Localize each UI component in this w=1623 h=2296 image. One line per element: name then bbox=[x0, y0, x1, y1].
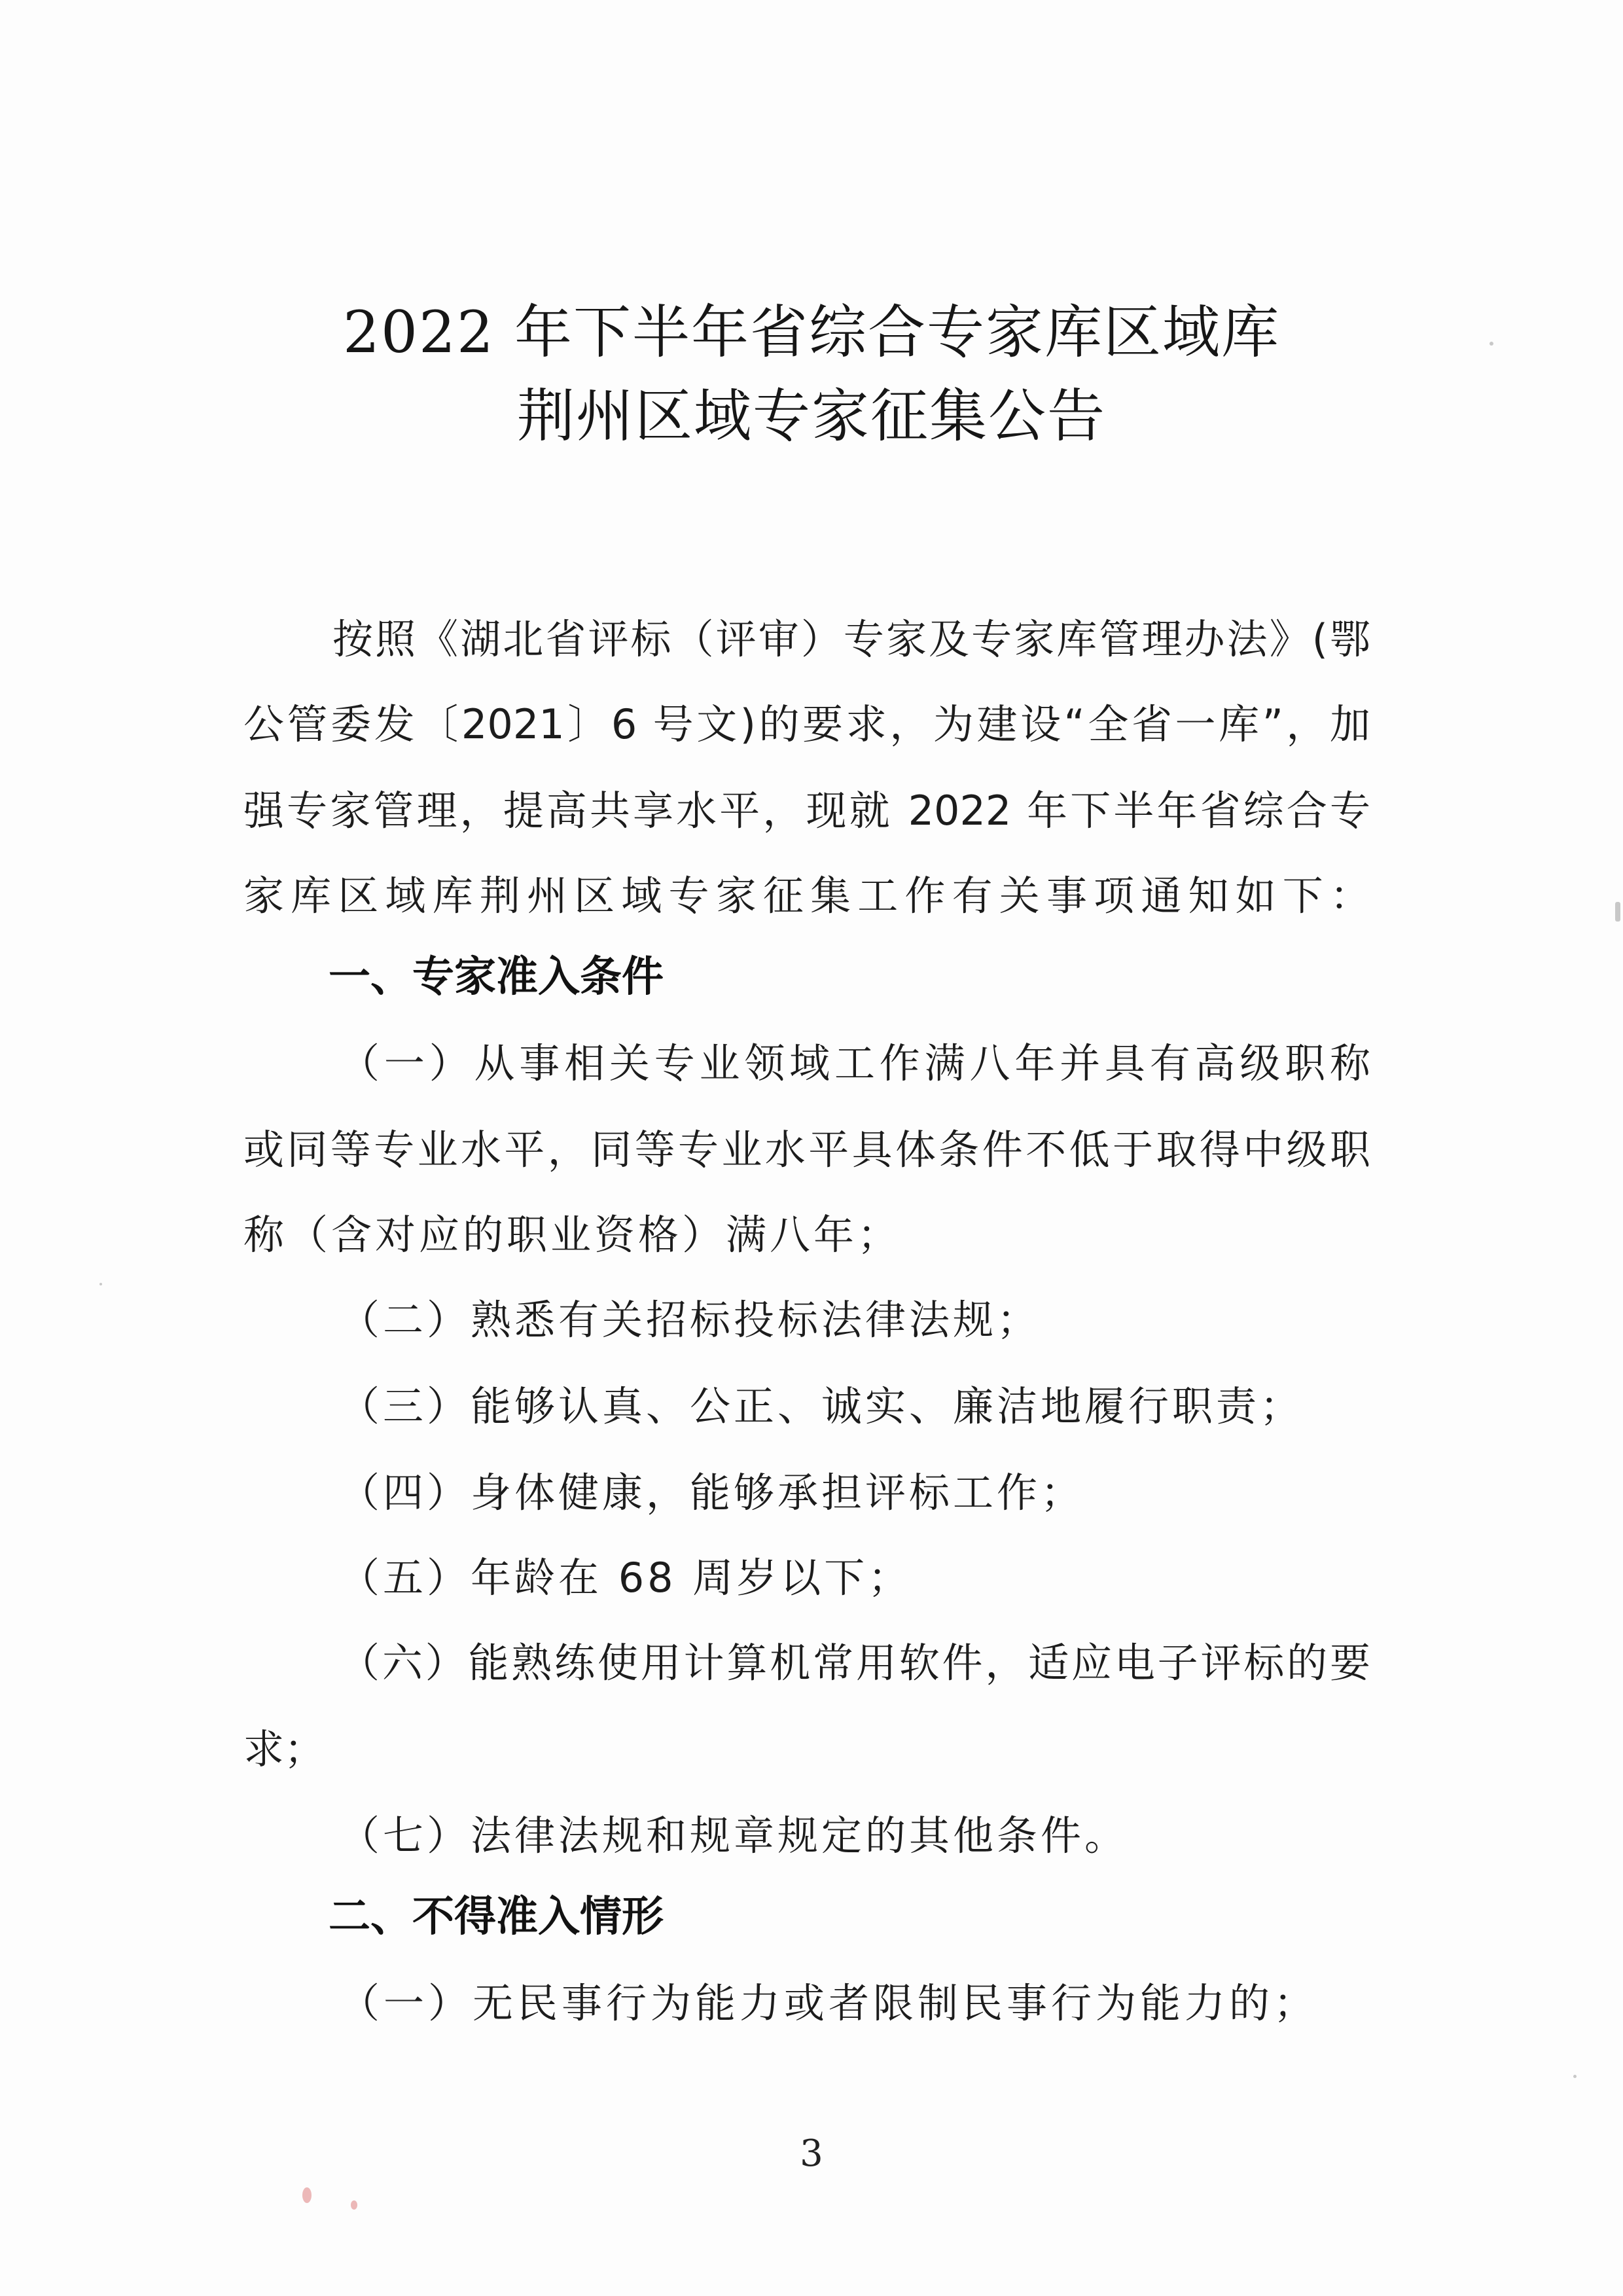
section1-item-1-line-1: （一）从事相关专业领域工作满八年并具有高级职称 bbox=[339, 1039, 1370, 1087]
scan-speck bbox=[1615, 902, 1620, 922]
scan-speck bbox=[99, 1283, 102, 1285]
scan-red-mark bbox=[302, 2187, 312, 2203]
section-heading-2: 二、不得准入情形 bbox=[329, 1893, 664, 1941]
section-heading-1: 一、专家准入条件 bbox=[329, 953, 664, 1001]
section1-item-1-line-3: 称（含对应的职业资格）满八年； bbox=[243, 1211, 902, 1259]
section1-item-3: （三）能够认真、公正、诚实、廉洁地履行职责； bbox=[339, 1382, 1304, 1430]
document-title-line-2: 荆州区域专家征集公告 bbox=[516, 382, 1106, 450]
scan-speck bbox=[1573, 2075, 1577, 2078]
scan-speck bbox=[1489, 342, 1493, 346]
section1-item-6-line-1: （六）能熟练使用计算机常用软件，适应电子评标的要 bbox=[339, 1639, 1370, 1687]
intro-line-4: 家库区域库荆州区域专家征集工作有关事项通知如下： bbox=[243, 872, 1370, 920]
section1-item-1-line-2: 或同等专业水平，同等专业水平具体条件不低于取得中级职 bbox=[243, 1126, 1370, 1174]
section1-item-7: （七）法律法规和规章规定的其他条件。 bbox=[339, 1812, 1129, 1859]
intro-line-1: 按照《湖北省评标（评审）专家及专家库管理办法》(鄂 bbox=[332, 615, 1370, 663]
section1-item-2: （二）熟悉有关招标投标法律法规； bbox=[339, 1296, 1041, 1344]
document-title-line-1: 2022 年下半年省综合专家库区域库 bbox=[343, 298, 1280, 366]
page-number: 3 bbox=[800, 2132, 823, 2175]
scan-red-mark bbox=[351, 2200, 357, 2210]
section1-item-4: （四）身体健康，能够承担评标工作； bbox=[339, 1469, 1085, 1516]
intro-line-2: 公管委发〔2021〕6 号文)的要求，为建设“全省一库”，加 bbox=[243, 700, 1370, 748]
section1-item-6-line-2: 求； bbox=[243, 1725, 325, 1773]
section1-item-5: （五）年龄在 68 周岁以下； bbox=[339, 1554, 912, 1602]
section2-item-1: （一）无民事行为能力或者限制民事行为能力的； bbox=[339, 1979, 1319, 2027]
intro-line-3: 强专家管理，提高共享水平，现就 2022 年下半年省综合专 bbox=[243, 787, 1370, 834]
